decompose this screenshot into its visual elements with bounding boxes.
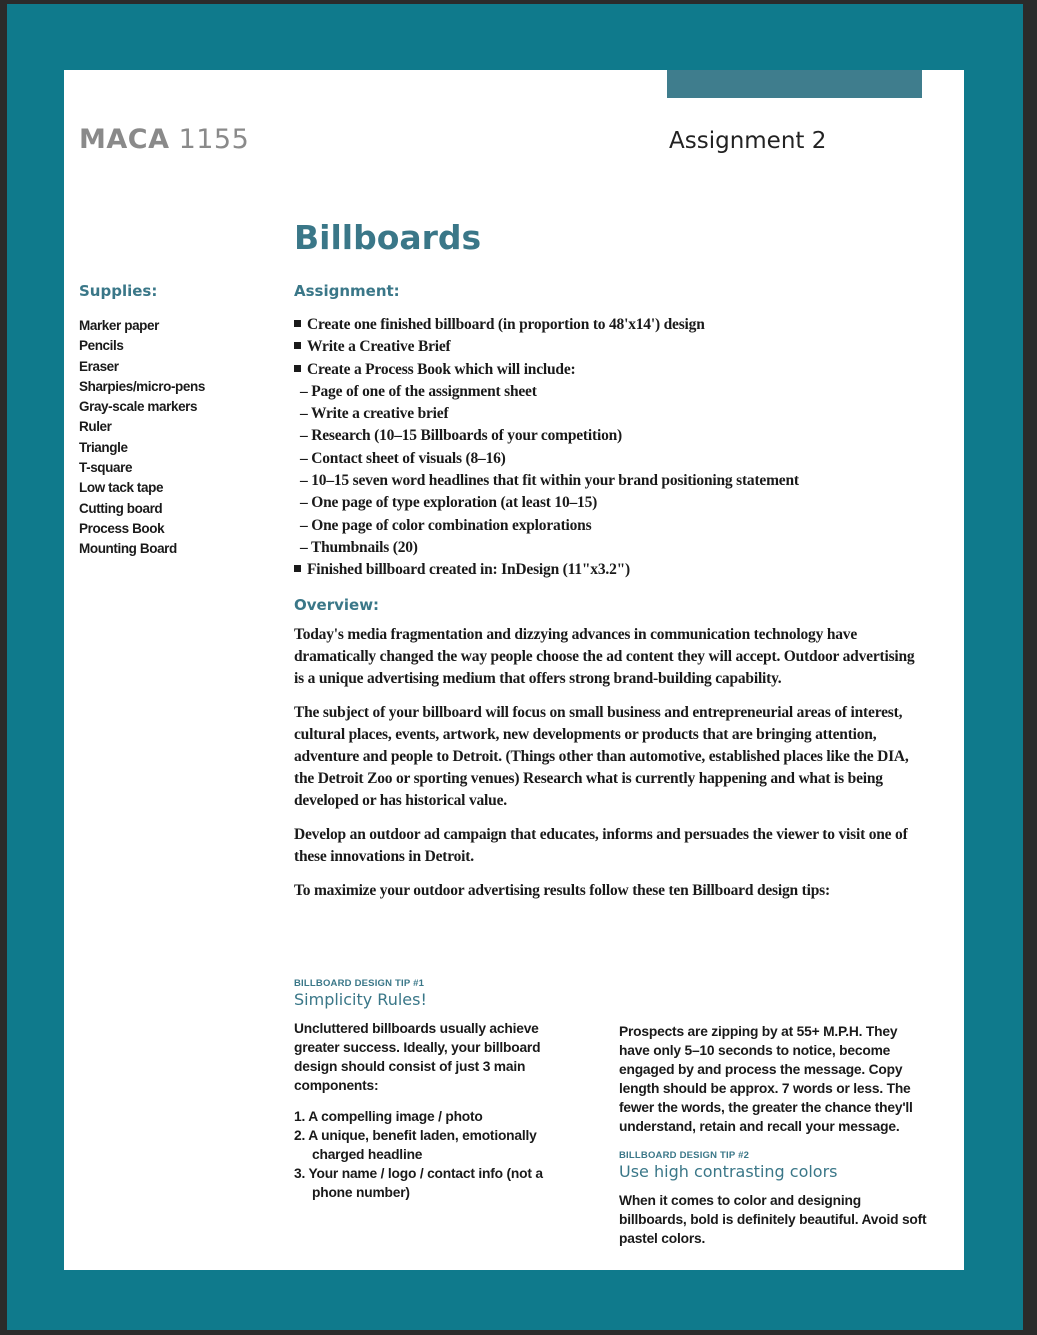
tip-1-body: Uncluttered billboards usually achieve greater success. Ideally, your billboard design should consist of just 3 main components: xyxy=(294,1021,541,1093)
supplies-section xyxy=(79,282,269,560)
tip-1-list-item: 3. Your name / logo / contact info (not a phone number) xyxy=(294,1166,543,1200)
assignment-subitem: – Research (10–15 Billboards of your competition) xyxy=(300,427,622,445)
supplies-heading: Supplies: xyxy=(79,282,158,300)
assignment-item xyxy=(294,359,934,381)
course-code-letters: MACA xyxy=(79,124,170,155)
tip-1-list-item: 1. A compelling image / photo xyxy=(294,1109,483,1124)
document-page xyxy=(64,70,964,1270)
tip-2-label: BILLBOARD DESIGN TIP #2 xyxy=(619,1150,750,1161)
tip-1-title: Simplicity Rules! xyxy=(294,990,427,1009)
supply-item: Eraser xyxy=(79,358,119,374)
bullet-square-icon xyxy=(294,565,301,572)
supply-item: Mounting Board xyxy=(79,541,177,557)
assignment-item xyxy=(294,559,934,581)
tip-1-list xyxy=(294,1107,584,1202)
assignment-item xyxy=(294,314,934,336)
assignment-item-text: Create one finished billboard (in proportion to 48'x14') design xyxy=(307,316,705,333)
overview-paragraph: The subject of your billboard will focus on small business and entrepreneurial areas of interest, cultural places, events, artwork, new developments or products that are bringing attention, adventure and people to Detroit. (Things other than automotive, established places like the DIA, the Detroit Zoo or sporting venues) Research what is currently happening and what is being developed or has historical value. xyxy=(294,704,909,809)
overview-paragraph: Develop an outdoor ad campaign that educates, informs and persuades the viewer to visit one of these innovations in Detroit. xyxy=(294,826,908,865)
supply-item: Ruler xyxy=(79,419,112,435)
bullet-square-icon xyxy=(294,365,301,372)
supply-item: T-square xyxy=(79,460,133,476)
header-accent-bar xyxy=(667,70,922,98)
overview-paragraph: To maximize your outdoor advertising results follow these ten Billboard design tips: xyxy=(294,882,830,899)
page-title: Billboards xyxy=(294,218,482,257)
supply-item: Triangle xyxy=(79,439,128,455)
supply-item: Pencils xyxy=(79,338,124,354)
assignment-heading: Assignment: xyxy=(294,282,400,300)
supply-item: Cutting board xyxy=(79,500,163,516)
tip-1-continued: Prospects are zipping by at 55+ M.P.H. They have only 5–10 seconds to notice, become engaged by and process the message. Copy length should be approx. 7 words or less. The fewer the words, the greater the chance they'll understand, retain and recall your message. xyxy=(619,1024,913,1134)
supply-item: Process Book xyxy=(79,520,165,536)
tip-2-title: Use high contrasting colors xyxy=(619,1162,838,1181)
tip-2-column xyxy=(619,1022,929,1248)
assignment-item xyxy=(294,336,934,358)
document-viewer xyxy=(7,4,1023,1330)
tip-2-body: When it comes to color and designing billboards, bold is definitely beautiful. Avoid soft pastel colors. xyxy=(619,1193,927,1246)
assignment-subitem: – Page of one of the assignment sheet xyxy=(300,382,537,400)
overview-section xyxy=(294,596,924,902)
assignment-subitem: – Write a creative brief xyxy=(300,405,449,423)
assignment-item-text: Write a Creative Brief xyxy=(307,338,451,356)
assignment-item-text: Finished billboard created in: InDesign (11"x3.2") xyxy=(307,561,630,579)
overview-heading: Overview: xyxy=(294,596,380,614)
assignment-subitem: – Contact sheet of visuals (8–16) xyxy=(300,449,506,467)
bullet-square-icon xyxy=(294,320,301,327)
assignment-number: Assignment 2 xyxy=(669,128,827,154)
supply-item: Sharpies/micro-pens xyxy=(79,378,205,394)
assignment-subitem: – One page of color combination explorations xyxy=(300,516,592,534)
supply-item: Marker paper xyxy=(79,318,159,333)
supply-item: Gray-scale markers xyxy=(79,399,198,415)
assignment-section xyxy=(294,282,934,582)
assignment-subitem: – Thumbnails (20) xyxy=(300,538,418,556)
tip-1-column xyxy=(294,978,584,1202)
tip-1-list-item: 2. A unique, benefit laden, emotionally charged headline xyxy=(294,1128,537,1162)
assignment-item-text: Create a Process Book which will include: xyxy=(307,360,576,378)
assignment-subitem: – One page of type exploration (at least 10–15) xyxy=(300,494,598,512)
assignment-list xyxy=(294,314,934,582)
assignment-subitem: – 10–15 seven word headlines that fit within your brand positioning statement xyxy=(300,472,799,490)
course-code xyxy=(79,124,249,155)
overview-paragraph: Today's media fragmentation and dizzying advances in communication technology have dramatically changed the way people choose the ad content they will accept. Outdoor advertising is a unique advertising medium that offers strong brand-building capability. xyxy=(294,626,915,687)
course-code-number: 1155 xyxy=(178,124,250,155)
supplies-list xyxy=(79,316,269,560)
tip-1-label: BILLBOARD DESIGN TIP #1 xyxy=(294,978,425,989)
supply-item: Low tack tape xyxy=(79,480,164,496)
bullet-square-icon xyxy=(294,342,301,349)
